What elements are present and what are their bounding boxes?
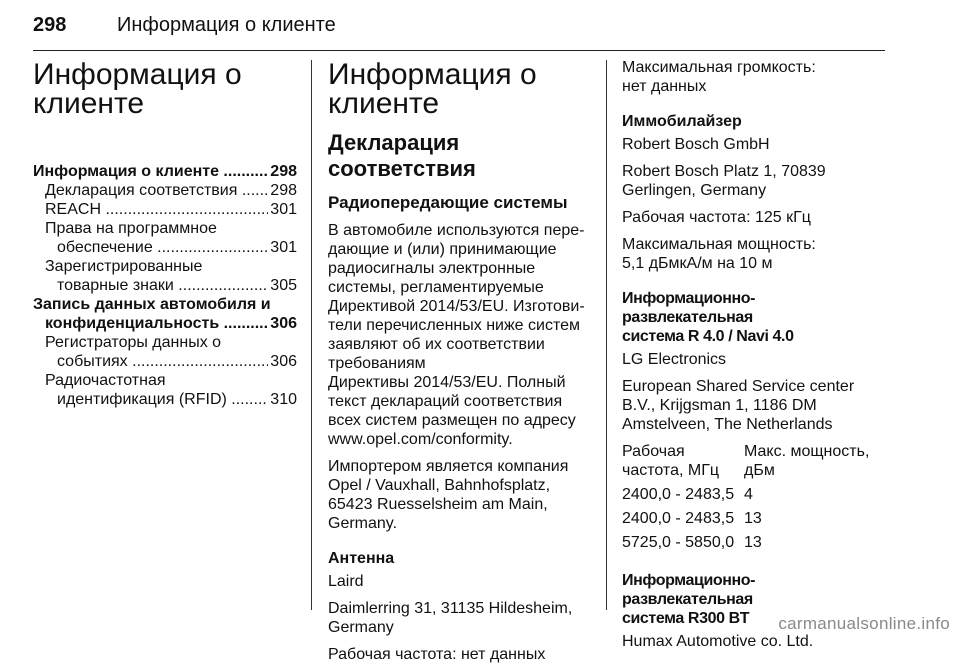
toc-page-number: 306 bbox=[270, 315, 297, 332]
toc-page-number: 310 bbox=[270, 391, 297, 408]
toc-entry-text: Регистраторы данных о bbox=[45, 334, 222, 351]
toc-entry[interactable] bbox=[33, 162, 297, 181]
antenna-maker: Laird bbox=[328, 573, 364, 590]
toc-entry[interactable] bbox=[33, 257, 297, 295]
toc-entry-text: идентификация (RFID) ..... bbox=[57, 390, 268, 409]
immobilizer-power: Максимальная мощность: 5,1 дБмкА/м на 10 м bbox=[622, 236, 816, 272]
toc-page-number: 301 bbox=[270, 201, 297, 218]
toc-page-number: 298 bbox=[270, 182, 297, 199]
immobilizer-heading: Иммобилайзер bbox=[622, 113, 742, 130]
toc-page-number: 306 bbox=[270, 353, 297, 370]
paragraph-directive: В автомобиле используются пере- дающие и (или) принимающие радиосигналы электронные системы, регламентируемые Директивой 2014/53/EU. Изготови- тели перечисленных ниже систем заявляют об их соответствии требованиям Директивы 2014/53/EU. Полный текст деклараций соответствия всех систем размещен по адресу www.opel.com/conformity. bbox=[328, 222, 585, 448]
toc-entry-text: Информация о клиенте ..... bbox=[33, 162, 268, 181]
section-title: Информация о клиенте bbox=[33, 58, 242, 120]
toc-entry-text: обеспечение ..... bbox=[57, 238, 268, 257]
toc-entry[interactable] bbox=[33, 371, 297, 409]
table-cell: 2400,0 - 2483,5 bbox=[622, 486, 735, 503]
toc-entry-text: конфиденциальность ..... bbox=[45, 314, 268, 333]
table-row bbox=[622, 509, 869, 533]
toc-entry[interactable] bbox=[33, 219, 297, 257]
toc-page-number: 301 bbox=[270, 239, 297, 256]
toc-column bbox=[33, 58, 297, 409]
page-header bbox=[33, 0, 885, 51]
toc-entry-text: Зарегистрированные bbox=[45, 258, 203, 275]
content-column-3 bbox=[622, 58, 885, 659]
toc-page-number: 305 bbox=[270, 277, 297, 294]
content-column-2 bbox=[328, 58, 590, 672]
immobilizer-maker: Robert Bosch GmbH bbox=[622, 136, 770, 153]
table-cell: 4 bbox=[744, 486, 753, 503]
table-header-cell: Рабочая частота, МГц bbox=[622, 443, 720, 479]
page-number: 298 bbox=[33, 14, 67, 36]
infotainment-maker: LG Electronics bbox=[622, 351, 727, 368]
frequency-table bbox=[622, 442, 869, 557]
antenna-frequency: Рабочая частота: нет данных bbox=[328, 646, 546, 663]
subsection-heading: Радиопередающие системы bbox=[328, 193, 568, 212]
infotainment-heading: Информационно-развлекательная система R 4.0 / Navi 4.0 bbox=[622, 290, 794, 345]
antenna-address: Daimlerring 31, 31135 Hildesheim, Germany bbox=[328, 600, 573, 636]
toc-entry-text: товарные знаки ..... bbox=[57, 276, 268, 295]
toc-entry[interactable] bbox=[33, 295, 297, 333]
toc-entry-text: Радиочастотная bbox=[45, 372, 166, 389]
paragraph-importer: Импортером является компания Opel / Vauxhall, Bahnhofsplatz, 65423 Ruesselsheim am Main, Germany. bbox=[328, 458, 569, 532]
immobilizer-frequency: Рабочая частота: 125 кГц bbox=[622, 209, 811, 226]
table-header-row bbox=[622, 442, 869, 485]
table-row bbox=[622, 533, 869, 557]
section-title: Информация о клиенте bbox=[328, 58, 537, 120]
running-title: Информация о клиенте bbox=[117, 14, 336, 36]
section-heading: Декларация соответствия bbox=[328, 130, 476, 181]
table-row bbox=[622, 485, 869, 509]
column-divider bbox=[311, 60, 312, 610]
table-cell: 5725,0 - 5850,0 bbox=[622, 534, 735, 551]
antenna-heading: Антенна bbox=[328, 550, 395, 567]
infotainment-maker-2: Humax Automotive co. Ltd. bbox=[622, 633, 814, 650]
infotainment-address: European Shared Service center B.V., Krijgsman 1, 1186 DM Amstelveen, The Netherlands bbox=[622, 378, 855, 433]
infotainment-heading-2: Информационно-развлекательная система R300 BT bbox=[622, 572, 756, 627]
toc-entry-text: Права на программное bbox=[45, 220, 217, 237]
toc-entry[interactable] bbox=[33, 181, 297, 200]
toc-entry-text: Запись данных автомобиля и bbox=[33, 296, 271, 313]
table-of-contents bbox=[33, 162, 297, 409]
toc-page-number: 298 bbox=[270, 163, 297, 180]
table-header-cell: Макс. мощность, дБм bbox=[744, 443, 870, 479]
toc-entry-text: REACH ..... bbox=[45, 200, 268, 219]
toc-entry-text: Декларация соответствия ..... bbox=[45, 181, 268, 200]
antenna-power: Максимальная громкость: нет данных bbox=[622, 59, 816, 95]
table-cell: 2400,0 - 2483,5 bbox=[622, 510, 735, 527]
table-cell: 13 bbox=[744, 510, 762, 527]
immobilizer-address: Robert Bosch Platz 1, 70839 Gerlingen, Germany bbox=[622, 163, 826, 199]
table-cell: 13 bbox=[744, 534, 762, 551]
toc-entry-text: событиях ..... bbox=[57, 352, 268, 371]
watermark: carmanualsonline.info bbox=[778, 614, 950, 633]
toc-entry[interactable] bbox=[33, 200, 297, 219]
column-divider bbox=[606, 60, 607, 610]
toc-entry[interactable] bbox=[33, 333, 297, 371]
